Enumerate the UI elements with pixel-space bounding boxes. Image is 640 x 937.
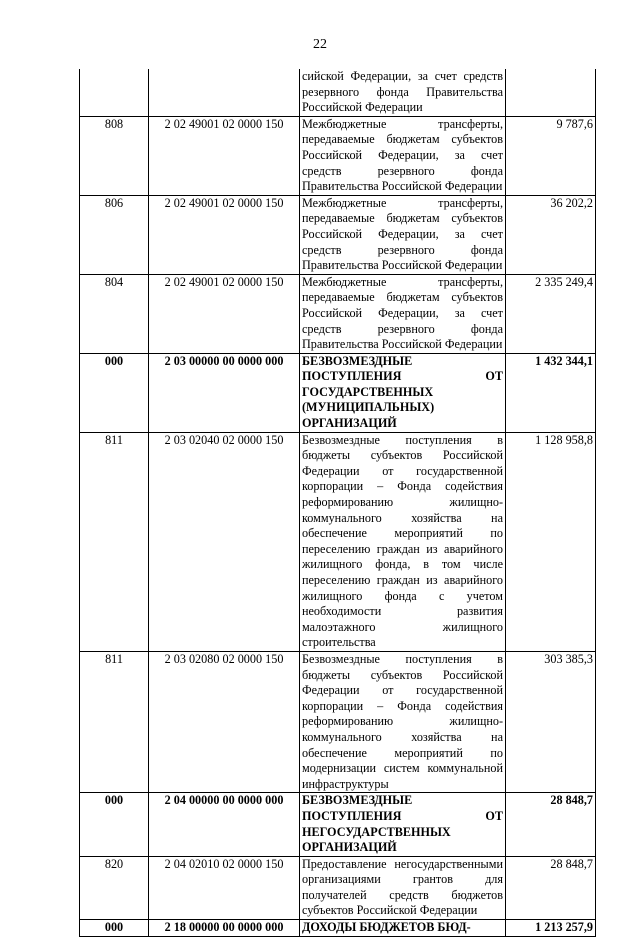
admin-code-cell: 808: [80, 116, 149, 195]
amount-cell: 2 335 249,4: [506, 274, 596, 353]
admin-code-cell: 000: [80, 793, 149, 856]
revenue-name-cell: БЕЗВОЗМЕЗДНЫЕ ПОСТУПЛЕНИЯ ОТ НЕГОСУДАРСТВЕННЫХ ОРГАНИЗАЦИЙ: [300, 793, 506, 856]
amount-cell: 1 128 958,8: [506, 432, 596, 651]
table-row-section-total: [80, 793, 596, 856]
revenue-name-cell: ДОХОДЫ БЮДЖЕТОВ БЮД-: [300, 920, 506, 937]
budget-classification-code-cell: 2 02 49001 02 0000 150: [149, 116, 300, 195]
admin-code-cell: 811: [80, 651, 149, 792]
table-row: [80, 195, 596, 274]
page-number: 22: [313, 37, 327, 52]
amount-cell: 1 432 344,1: [506, 353, 596, 432]
table-row: [80, 116, 596, 195]
budget-classification-code-cell: 2 03 02040 02 0000 150: [149, 432, 300, 651]
table-row-section-total: [80, 920, 596, 937]
admin-code-cell: [80, 69, 149, 116]
budget-classification-code-cell: 2 04 02010 02 0000 150: [149, 856, 300, 919]
table-row: [80, 651, 596, 792]
admin-code-cell: 000: [80, 920, 149, 937]
admin-code-cell: 804: [80, 274, 149, 353]
budget-classification-code-cell: 2 02 49001 02 0000 150: [149, 274, 300, 353]
budget-classification-code-cell: 2 03 02080 02 0000 150: [149, 651, 300, 792]
table-row: [80, 432, 596, 651]
revenue-name-cell: Безвозмездные поступления в бюджеты субъектов Российской Федерации от государственной корпорации – Фонда содействия реформированию жилищно-коммунального хозяйства на обеспечение мероприятий по переселению граждан из аварийного жилищного фонда, в том числе переселению граждан из аварийного жилищного фонда с учетом необходимости развития малоэтажного жилищного строительства: [300, 432, 506, 651]
revenue-name-cell: Межбюджетные трансферты, передаваемые бюджетам субъектов Российской Федерации, за счет средств резервного фонда Правительства Российской Федерации: [300, 274, 506, 353]
amount-cell: [506, 69, 596, 116]
budget-classification-code-cell: 2 04 00000 00 0000 000: [149, 793, 300, 856]
revenue-name-cell: Предоставление негосударственными организациями грантов для получателей средств бюджетов субъектов Российской Федерации: [300, 856, 506, 919]
budget-revenue-table: [79, 69, 596, 937]
budget-classification-code-cell: 2 02 49001 02 0000 150: [149, 195, 300, 274]
amount-cell: 303 385,3: [506, 651, 596, 792]
table-row: [80, 69, 596, 116]
table-row-section-total: [80, 353, 596, 432]
budget-classification-code-cell: [149, 69, 300, 116]
table-row: [80, 274, 596, 353]
admin-code-cell: 000: [80, 353, 149, 432]
amount-cell: 36 202,2: [506, 195, 596, 274]
amount-cell: 1 213 257,9: [506, 920, 596, 937]
revenue-name-cell: Межбюджетные трансферты, передаваемые бюджетам субъектов Российской Федерации, за счет средств резервного фонда Правительства Российской Федерации: [300, 116, 506, 195]
table-row: [80, 856, 596, 919]
revenue-name-cell: БЕЗВОЗМЕЗДНЫЕ ПОСТУПЛЕНИЯ ОТ ГОСУДАРСТВЕННЫХ (МУНИЦИПАЛЬНЫХ) ОРГАНИЗАЦИЙ: [300, 353, 506, 432]
budget-classification-code-cell: 2 18 00000 00 0000 000: [149, 920, 300, 937]
revenue-name-cell: Безвозмездные поступления в бюджеты субъектов Российской Федерации от государственной корпорации – Фонда содействия реформированию жилищно-коммунального хозяйства на обеспечение мероприятий по модернизации систем коммунальной инфраструктуры: [300, 651, 506, 792]
amount-cell: 28 848,7: [506, 793, 596, 856]
revenue-name-cell: Межбюджетные трансферты, передаваемые бюджетам субъектов Российской Федерации, за счет средств резервного фонда Правительства Российской Федерации: [300, 195, 506, 274]
admin-code-cell: 806: [80, 195, 149, 274]
budget-classification-code-cell: 2 03 00000 00 0000 000: [149, 353, 300, 432]
revenue-name-cell: сийской Федерации, за счет средств резервного фонда Правительства Российской Федерации: [300, 69, 506, 116]
admin-code-cell: 811: [80, 432, 149, 651]
admin-code-cell: 820: [80, 856, 149, 919]
amount-cell: 28 848,7: [506, 856, 596, 919]
amount-cell: 9 787,6: [506, 116, 596, 195]
